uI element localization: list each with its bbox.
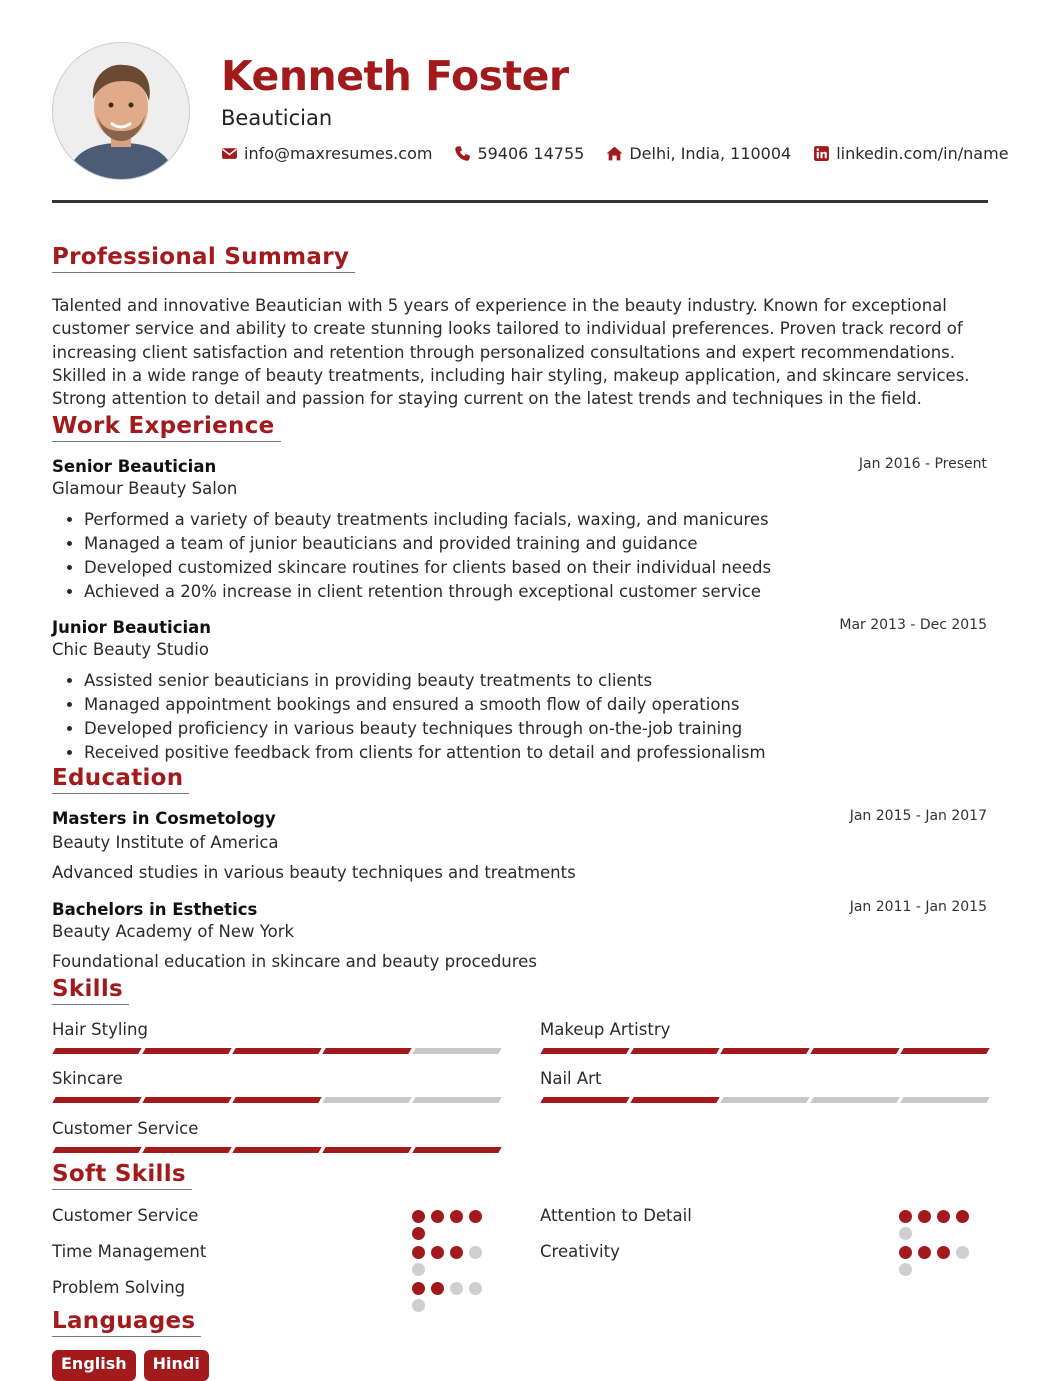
rating-dot	[899, 1246, 912, 1259]
soft-skill-rating	[412, 1210, 490, 1240]
skill-bar-segment	[900, 1048, 989, 1054]
job-company: Glamour Beauty Salon	[52, 479, 238, 498]
section-heading-soft-skills: Soft Skills	[52, 1159, 192, 1190]
soft-skill-label: Creativity	[540, 1242, 620, 1261]
school-name: Beauty Institute of America	[52, 833, 279, 852]
job-bullet: • Performed a variety of beauty treatments including facials, waxing, and manicures	[84, 508, 984, 532]
skill-bar-segment	[412, 1048, 501, 1054]
job-bullet: • Developed customized skincare routines for clients based on their individual needs	[84, 556, 984, 580]
profile-photo	[52, 42, 190, 180]
skill-label: Hair Styling	[52, 1020, 148, 1039]
rating-dot	[937, 1246, 950, 1259]
rating-dot	[469, 1282, 482, 1295]
skill-bar-segment	[630, 1097, 719, 1103]
language-list	[52, 1350, 209, 1381]
skill-bar-segment	[142, 1147, 231, 1153]
skill-bar-segment	[810, 1048, 899, 1054]
skill-bar-segment	[900, 1097, 989, 1103]
skill-bar-segment	[540, 1097, 629, 1103]
section-heading-skills: Skills	[52, 974, 129, 1005]
job-bullet: • Achieved a 20% increase in client retention through exceptional customer service	[84, 580, 984, 604]
section-heading-summary: Professional Summary	[52, 242, 355, 273]
contact-email[interactable]	[221, 144, 432, 163]
school-name: Beauty Academy of New York	[52, 922, 295, 941]
rating-dot	[899, 1210, 912, 1223]
job-bullet: • Managed a team of junior beauticians and provided training and guidance	[84, 532, 984, 556]
skill-bar-segment	[232, 1048, 321, 1054]
section-heading-work: Work Experience	[52, 411, 281, 442]
skill-bar-segment	[232, 1147, 321, 1153]
envelope-icon	[221, 145, 238, 162]
soft-skill-rating	[899, 1246, 977, 1276]
rating-dot	[412, 1299, 425, 1312]
contact-phone[interactable]	[454, 144, 584, 163]
skill-bar	[542, 1048, 988, 1054]
rating-dot	[412, 1263, 425, 1276]
job-bullet: • Developed proficiency in various beauty techniques through on-the-job training	[84, 717, 984, 741]
rating-dot	[956, 1210, 969, 1223]
job-title: Junior Beautician	[52, 618, 212, 637]
degree-title: Bachelors in Esthetics	[52, 900, 258, 919]
rating-dot	[450, 1246, 463, 1259]
skill-bar-segment	[630, 1048, 719, 1054]
skill-bar-segment	[52, 1097, 141, 1103]
skill-bar-segment	[52, 1147, 141, 1153]
rating-dot	[469, 1246, 482, 1259]
skill-bar-segment	[232, 1097, 321, 1103]
contact-location	[606, 144, 791, 163]
skill-bar-segment	[720, 1048, 809, 1054]
rating-dot	[899, 1263, 912, 1276]
summary-text: Talented and innovative Beautician with 5 years of experience in the beauty industry. Known for exceptional customer service and ability to create stunning looks tailored to individual preferences. Proven track record of increasing client satisfaction and retention through personalized consultations and expert recommendations. Skilled in a wide range of beauty treatments, including hair styling, makeup application, and skincare services. Strong attention to detail and passion for staying current on the latest trends and techniques in the field.	[52, 296, 970, 409]
job-dates: Jan 2016 - Present	[858, 456, 987, 472]
skill-label: Makeup Artistry	[540, 1020, 671, 1039]
section-heading-education: Education	[52, 763, 189, 794]
skill-bar-segment	[412, 1097, 501, 1103]
job-bullet: • Received positive feedback from clients for attention to detail and professionalism	[84, 741, 984, 765]
rating-dot	[412, 1282, 425, 1295]
avatar-illustration	[53, 43, 189, 179]
language-badge: English	[52, 1350, 136, 1381]
home-icon	[606, 145, 623, 162]
rating-dot	[469, 1210, 482, 1223]
degree-dates: Jan 2011 - Jan 2015	[849, 899, 987, 915]
language-badge: Hindi	[144, 1350, 209, 1381]
job-bullets	[52, 669, 984, 765]
skill-label: Nail Art	[540, 1069, 602, 1088]
job-bullet: • Assisted senior beauticians in providing beauty treatments to clients	[84, 669, 984, 693]
rating-dot	[431, 1246, 444, 1259]
section-heading-languages: Languages	[52, 1306, 201, 1337]
rating-dot	[956, 1246, 969, 1259]
skill-bar-segment	[322, 1097, 411, 1103]
soft-skill-label: Customer Service	[52, 1206, 199, 1225]
skill-bar	[54, 1048, 500, 1054]
skill-bar-segment	[142, 1048, 231, 1054]
skill-label: Customer Service	[52, 1119, 199, 1138]
skill-bar-segment	[322, 1048, 411, 1054]
skill-bar	[54, 1097, 500, 1103]
rating-dot	[431, 1282, 444, 1295]
rating-dot	[899, 1227, 912, 1240]
location-text: Delhi, India, 110004	[629, 144, 792, 163]
skill-bar-segment	[720, 1097, 809, 1103]
rating-dot	[412, 1246, 425, 1259]
degree-description: Advanced studies in various beauty techniques and treatments	[52, 863, 576, 882]
soft-skill-label: Time Management	[52, 1242, 207, 1261]
job-title: Senior Beautician	[52, 457, 217, 476]
degree-title: Masters in Cosmetology	[52, 809, 276, 828]
soft-skill-label: Attention to Detail	[540, 1206, 692, 1225]
contact-linkedin[interactable]	[813, 144, 1008, 163]
skill-bar-segment	[142, 1097, 231, 1103]
email-text: info@maxresumes.com	[244, 144, 433, 163]
soft-skill-rating	[899, 1210, 977, 1240]
phone-text: 59406 14755	[477, 144, 585, 163]
skill-label: Skincare	[52, 1069, 123, 1088]
skill-bar	[54, 1147, 500, 1153]
degree-description: Foundational education in skincare and beauty procedures	[52, 952, 537, 971]
rating-dot	[412, 1210, 425, 1223]
rating-dot	[450, 1282, 463, 1295]
candidate-title: Beautician	[221, 106, 333, 130]
linkedin-icon	[813, 145, 830, 162]
linkedin-text: linkedin.com/in/name	[836, 144, 1009, 163]
candidate-name: Kenneth Foster	[221, 52, 569, 100]
rating-dot	[918, 1246, 931, 1259]
job-dates: Mar 2013 - Dec 2015	[839, 617, 987, 633]
soft-skill-rating	[412, 1246, 490, 1276]
soft-skill-rating	[412, 1282, 490, 1312]
rating-dot	[937, 1210, 950, 1223]
contact-row	[221, 144, 1009, 163]
rating-dot	[412, 1227, 425, 1240]
rating-dot	[918, 1210, 931, 1223]
skill-bar	[542, 1097, 988, 1103]
job-bullets	[52, 508, 984, 604]
skill-bar-segment	[810, 1097, 899, 1103]
phone-icon	[454, 145, 471, 162]
job-bullet: • Managed appointment bookings and ensured a smooth flow of daily operations	[84, 693, 984, 717]
soft-skill-label: Problem Solving	[52, 1278, 186, 1297]
skill-bar-segment	[412, 1147, 501, 1153]
rating-dot	[450, 1210, 463, 1223]
job-company: Chic Beauty Studio	[52, 640, 209, 659]
rating-dot	[431, 1210, 444, 1223]
header-divider	[52, 200, 988, 203]
skill-bar-segment	[322, 1147, 411, 1153]
skill-bar-segment	[52, 1048, 141, 1054]
skill-bar-segment	[540, 1048, 629, 1054]
degree-dates: Jan 2015 - Jan 2017	[849, 808, 987, 824]
